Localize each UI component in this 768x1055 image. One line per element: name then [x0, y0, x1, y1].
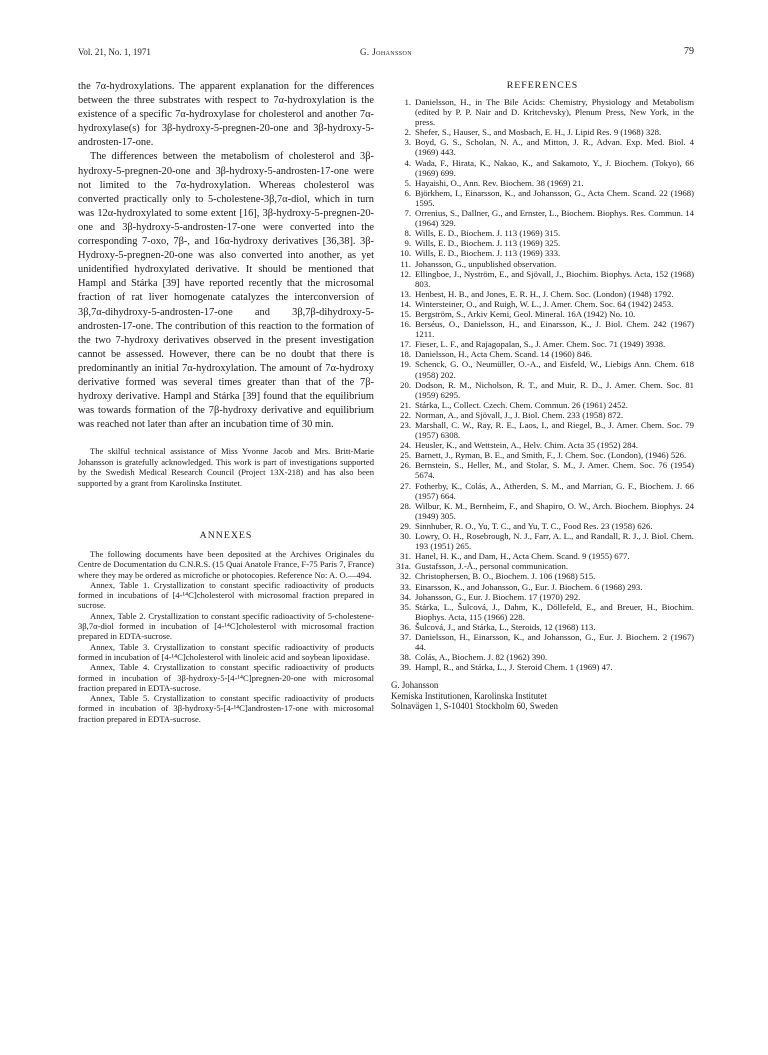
reference-item [391, 551, 694, 561]
reference-item [391, 97, 694, 127]
reference-number: 3. [404, 137, 411, 148]
reference-number: 33. [400, 581, 411, 592]
reference-number: 39. [400, 662, 411, 673]
reference-text: Norman, A., and Sjövall, J., J. Biol. Chem. 233 (1958) 872. [415, 409, 624, 420]
acknowledgement: The skilful technical assistance of Miss Yvonne Jacob and Mrs. Britt-Marie Johansson is gratefully acknowledged. This work is part of investigations supported by the Swedish Medical Research Council (Project 13X-218) and has also been supported by a grant from Karolinska Institutet. [78, 446, 374, 488]
reference-item [391, 571, 694, 581]
reference-text: Bergström, S., Arkiv Kemi, Geol. Mineral. 16A (1942) No. 10. [415, 308, 636, 319]
reference-text: Wintersteiner, O., and Ruigh, W. L., J. Amer. Chem. Soc. 64 (1942) 2453. [415, 298, 674, 309]
page-number: 79 [684, 46, 694, 57]
reference-text: Marshall, C. W., Ray, R. E., Laos, I., and Riegel, B., J. Amer. Chem. Soc. 79 (1957) 6308. [415, 420, 694, 441]
reference-text: Danielsson, H., Einarsson, K., and Johansson, G., Eur. J. Biochem. 2 (1967) 44. [415, 631, 694, 653]
reference-text: Fieser, L. F., and Rajagopalan, S., J. Amer. Chem. Soc. 71 (1949) 3938. [415, 339, 666, 350]
reference-text: Sinnhuber, R. O., Yu, T. C., and Yu, T. C., Food Res. 23 (1958) 626. [415, 520, 653, 531]
reference-number: 8. [404, 228, 411, 239]
reference-number: 4. [404, 157, 411, 168]
left-column [78, 80, 374, 724]
reference-number: 36. [400, 621, 411, 632]
reference-number: 13. [400, 288, 411, 299]
reference-text: Wills, E. D., Biochem. J. 113 (1969) 325. [415, 238, 561, 249]
reference-text: Colás, A., Biochem. J. 82 (1962) 390. [415, 652, 548, 663]
reference-item [391, 410, 694, 420]
reference-item [391, 481, 694, 501]
reference-item [391, 662, 694, 672]
reference-text: Stárka, L., Šulcová, J., Dahm, K., Döllefeld, E., and Breuer, H., Biochim. Biophys. Acta, 115 (1966) 228. [415, 601, 694, 622]
body-paragraph: The differences between the metabolism of cholesterol and 3β-hydroxy-5-pregnen-20-one and 3β-hydroxy-5-androsten-17-one were not limited to the 7α-hydroxylation. Whereas cholesterol was converted practically only to 5-cholestene-3β,7α-diol, which in turn was 12α-hydroxylated to some extent [16], 3β-hydroxy-5-pregnen-20-one and 3β-hydroxy-5-androsten-17-one were converted into the corresponding 7-oxo, 7β-, and 16α-hydroxy derivatives [36,38]. 3β-Hydroxy-5-pregnen-20-one was also converted into another, as yet unidentified hydroxylated derivative. It should be mentioned that Hampl and Stárka [39] have reported recently that the microsomal fraction of rat liver homogenate catalyzes the interconversion of 3β,7α-dihydroxy-5-androsten-17-one and 3β,7β-dihydroxy-5-androsten-17-one. The contribution of this reaction to the formation of the two 7-hydroxy derivatives observed in the present investigation cannot be assessed. However, there can be no doubt that there is predominantly an initial 7α-hydroxylation. The amount of 7α-hydroxy derivative formed was several times greater than that of the 7β-hydroxy derivative. Hampl and Stárka [39] found that the equilibrium was towards formation of the 7β-hydroxy derivative and equilibrium was reached not later than after an incubation time of 30 min. [78, 151, 374, 431]
reference-text: Johansson, G., unpublished observation. [415, 258, 557, 269]
reference-number: 23. [400, 420, 411, 430]
reference-number: 24. [400, 440, 411, 451]
reference-text: Heusler, K., and Wettstein, A., Helv. Chim. Acta 35 (1952) 284. [415, 440, 639, 451]
annex-paragraph: The following documents have been deposited at the Archives Originales du Centre de Documentation du C.N.R.S. (15 Quai Anatole France, F-75 Paris 7, France) where they may be ordered as microfiche or photocopies. Reference No: A. O.—494. [78, 548, 374, 580]
reference-item [391, 319, 694, 339]
reference-text: Christophersen, B. O., Biochem. J. 106 (1968) 515. [415, 571, 596, 582]
reference-number: 6. [404, 187, 411, 198]
reference-number: 27. [400, 480, 411, 491]
reference-text: Wills, E. D., Biochem. J. 113 (1969) 333. [415, 248, 561, 259]
reference-item [391, 592, 694, 602]
reference-text: Hanel, H. K., and Dam, H., Acta Chem. Scand. 9 (1955) 677. [415, 551, 630, 562]
reference-item [391, 420, 694, 440]
reference-item [391, 622, 694, 632]
reference-number: 10. [400, 248, 411, 259]
annexes-heading: ANNEXES [199, 529, 253, 541]
reference-number: 22. [400, 409, 411, 420]
reference-text: Johansson, G., Eur. J. Biochem. 17 (1970) 292. [415, 591, 581, 602]
reference-number: 31a. [396, 561, 411, 572]
reference-item [391, 501, 694, 521]
reference-list [391, 97, 694, 672]
author-address: Solnavägen 1, S-10401 Stockholm 60, Sweden [391, 700, 558, 711]
reference-item [391, 602, 694, 622]
reference-text: Danielsson, H., Acta Chem. Scand. 14 (1960) 846. [415, 349, 593, 360]
reference-item [391, 450, 694, 460]
reference-number: 9. [404, 238, 411, 249]
reference-number: 32. [400, 571, 411, 582]
running-author: G. Johansson [360, 47, 412, 57]
reference-item [391, 561, 694, 571]
reference-item [391, 359, 694, 379]
annex-paragraph: Annex, Table 4. Crystallization to constant specific radioactivity of products formed in incubation of 3β-hydroxy-5-[4-¹⁴C]pregnen-20-one with microsomal fraction prepared in EDTA-sucrose. [78, 662, 374, 693]
reference-text: Boyd, G. S., Scholan, N. A., and Mitton, J. R., Advan. Exp. Med. Biol. 4 (1969) 443. [415, 137, 694, 158]
reference-number: 12. [400, 268, 411, 279]
reference-item [391, 632, 694, 652]
reference-item [391, 137, 694, 157]
reference-item [391, 380, 694, 400]
reference-number: 35. [400, 601, 411, 612]
reference-item [391, 228, 694, 238]
body-paragraph: the 7α-hydroxylations. The apparent explanation for the differences between the three substrates with respect to 7α-hydroxylation is the existence of a specific 7α-hydroxylase for cholesterol and another 7α-hydroxylase(s) for 3β-hydroxy-5-pregnen-20-one and 3β-hydroxy-5-androsten-17-one. [78, 81, 374, 149]
references-heading: REFERENCES [506, 80, 579, 91]
reference-number: 21. [400, 399, 411, 410]
reference-text: Barnett, J., Ryman, B. E., and Smith, F., J. Chem. Soc. (London), (1946) 526. [415, 450, 687, 461]
reference-item [391, 127, 694, 137]
reference-number: 5. [404, 177, 411, 188]
reference-number: 28. [400, 500, 411, 511]
reference-number: 16. [400, 319, 411, 330]
reference-number: 29. [400, 520, 411, 531]
annex-paragraph: Annex, Table 1. Crystallization to constant specific radioactivity of products formed in incubations of [4-¹⁴C]cholesterol with microsomal fraction prepared in sucrose. [78, 579, 374, 611]
reference-item [391, 299, 694, 309]
reference-number: 34. [400, 591, 411, 602]
reference-number: 20. [400, 379, 411, 390]
reference-number: 38. [400, 652, 411, 663]
reference-number: 11. [400, 258, 411, 269]
reference-text: Hampl, R., and Stárka, L., J. Steroid Chem. 1 (1969) 47. [415, 662, 613, 673]
reference-number: 17. [400, 339, 411, 350]
reference-number: 18. [400, 349, 411, 360]
reference-item [391, 158, 694, 178]
reference-item [391, 248, 694, 258]
reference-text: Dodson, R. M., Nicholson, R. T., and Muir, R. D., J. Amer. Chem. Soc. 81 (1959) 6295. [415, 379, 694, 400]
reference-number: 1. [404, 97, 411, 107]
reference-text: Henbest, H. B., and Jones, E. R. H., J. Chem. Soc. (London) (1948) 1792. [415, 288, 674, 299]
reference-item [391, 400, 694, 410]
reference-item [391, 178, 694, 188]
reference-text: Orrenius, S., Dallner, G., and Ernster, L., Biochem. Biophys. Res. Commun. 14 (1964) 329. [415, 208, 694, 229]
reference-item [391, 269, 694, 289]
author-institution: Kemiska Institutionen, Karolinska Institutet [391, 690, 547, 701]
reference-text: Einarsson, K., and Johansson, G., Eur. J. Biochem. 6 (1968) 293. [415, 581, 643, 592]
reference-text: Berséus, O., Danielsson, H., and Einarsson, K., J. Biol. Chem. 242 (1967) 1211. [415, 319, 694, 340]
reference-item [391, 259, 694, 269]
journal-volume: Vol. 21, No. 1, 1971 [78, 47, 151, 57]
author-name: G. Johansson [391, 680, 439, 691]
reference-item [391, 208, 694, 228]
reference-text: Stárka, L., Collect. Czech. Chem. Commun. 26 (1961) 2452. [415, 399, 628, 410]
reference-number: 15. [400, 308, 411, 319]
reference-item [391, 238, 694, 248]
reference-text: Björkhem, I., Einarsson, K., and Johansson, G., Acta Chem. Scand. 22 (1968) 1595. [415, 187, 694, 208]
reference-number: 26. [400, 460, 411, 471]
reference-text: Ellingboe, J., Nyström, E., and Sjövall, J., Biochim. Biophys. Acta, 152 (1968) 803. [415, 268, 694, 289]
reference-item [391, 289, 694, 299]
reference-text: Shefer, S., Hauser, S., and Mosbach, E. H., J. Lipid Res. 9 (1968) 328. [415, 127, 662, 138]
reference-text: Wilbur, K. M., Bernheim, F., and Shapiro, O. W., Arch. Biochem. Biophys. 24 (1949) 305. [415, 500, 694, 521]
author-address-block [391, 680, 694, 711]
reference-text: Šulcová, J., and Stárka, L., Steroids, 12 (1968) 113. [415, 621, 596, 632]
reference-text: Bernstein, S., Heller, M., and Stolar, S. M., J. Amer. Chem. Soc. 76 (1954) 5674. [415, 460, 694, 481]
annex-paragraph: Annex, Table 3. Crystallization to constant specific radioactivity of products formed in incubation of [4-¹⁴C]cholesterol with linoleic acid and soybean lipoxidase. [78, 641, 374, 662]
reference-item [391, 188, 694, 208]
reference-item [391, 460, 694, 480]
reference-item [391, 521, 694, 531]
reference-number: 19. [400, 359, 411, 370]
reference-text: Wada, F., Hirata, K., Nakao, K., and Sakamoto, Y., J. Biochem. (Tokyo), 66 (1969) 699. [415, 157, 694, 178]
reference-number: 30. [400, 531, 411, 542]
annex-paragraph: Annex, Table 5. Crystallization to constant specific radioactivity of products formed in incubation of 3β-hydroxy-5-[4-¹⁴C]androsten-17-one with microsomal fraction prepared in EDTA-sucrose. [78, 693, 374, 724]
reference-number: 14. [400, 298, 411, 309]
page-header [78, 47, 694, 61]
reference-item [391, 531, 694, 551]
reference-number: 37. [400, 631, 411, 642]
reference-number: 7. [404, 208, 411, 219]
annex-paragraph: Annex, Table 2. Crystallization to constant specific radioactivity of 5-cholestene-3β,7α-diol formed in incubation of [4-¹⁴C]cholesterol with microsomal fraction prepared in EDTA-sucrose. [78, 610, 374, 642]
reference-number: 31. [400, 551, 411, 562]
reference-item [391, 349, 694, 359]
right-column [391, 80, 694, 711]
reference-text: Hayaishi, O., Ann. Rev. Biochem. 38 (1969) 21. [415, 177, 584, 188]
reference-item [391, 582, 694, 592]
reference-number: 2. [404, 127, 411, 138]
reference-text: Lowry, O. H., Rosebrough, N. J., Farr, A. L., and Randall, R. J., J. Biol. Chem. 193 (1951) 265. [415, 531, 694, 552]
reference-text: Danielsson, H., in The Bile Acids: Chemistry, Physiology and Metabolism (edited by P. P. Nair and D. Kritchevsky), Plenum Press, New York, in the press. [415, 97, 694, 128]
reference-text: Wills, E. D., Biochem. J. 113 (1969) 315. [415, 228, 561, 239]
reference-item [391, 652, 694, 662]
reference-number: 25. [400, 450, 411, 461]
reference-text: Schenck, G. O., Neumüller, O.-A., and Eisfeld, W., Liebigs Ann. Chem. 618 (1958) 202. [415, 359, 694, 380]
reference-item [391, 339, 694, 349]
reference-text: Gustafsson, J.-Å., personal communication. [415, 561, 569, 572]
reference-item [391, 309, 694, 319]
reference-text: Fotherby, K., Colás, A., Atherden, S. M., and Marrian, G. F., Biochem. J. 66 (1957) 664. [415, 480, 694, 501]
reference-item [391, 440, 694, 450]
